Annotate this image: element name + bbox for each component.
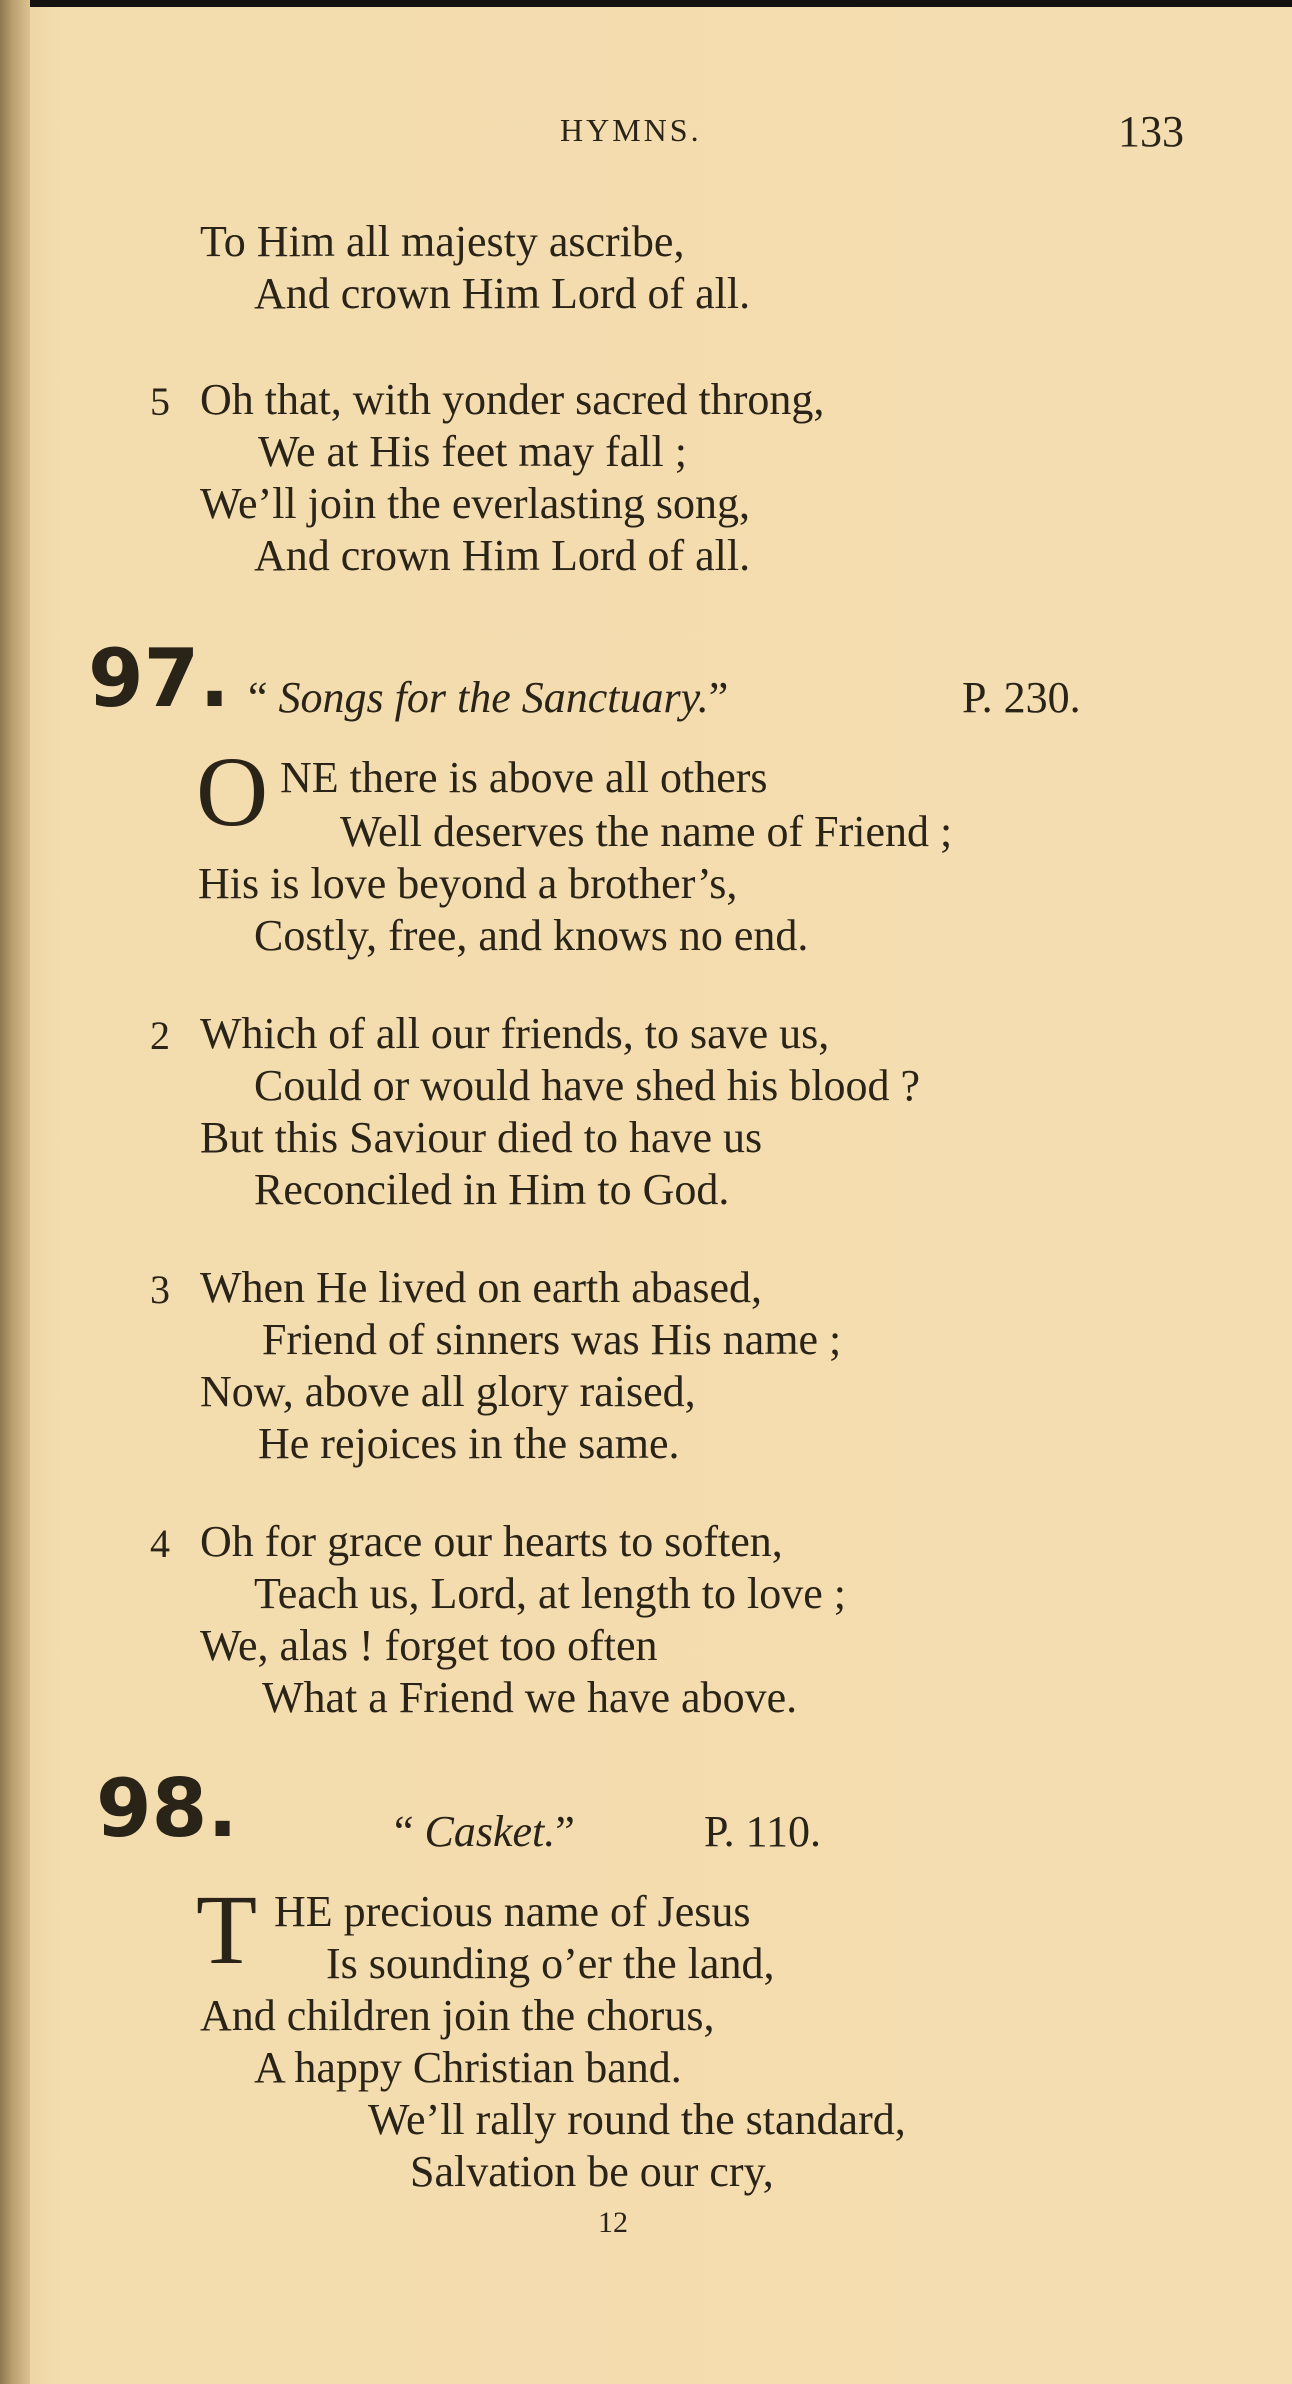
tune-reference (248, 672, 728, 724)
verse-line: And crown Him Lord of all. (254, 269, 751, 318)
verse-line: Oh that, with yonder sacred throng, (200, 375, 825, 424)
verse-line: We, alas ! forget too often (200, 1621, 658, 1670)
tune-close-quote: ” (708, 673, 729, 722)
tune-page: P. 230. (962, 673, 1081, 722)
verse-line: He rejoices in the same. (258, 1419, 680, 1468)
verse-line: HE precious name of Jesus (274, 1887, 751, 1936)
verse-line: Reconciled in Him to God. (254, 1165, 730, 1214)
verse-line: NE there is above all others (280, 753, 768, 802)
verse-line: A happy Christian band. (254, 2043, 682, 2092)
verse-line: To Him all majesty ascribe, (200, 217, 685, 266)
tune-name: Songs for the Sanctuary. (278, 673, 709, 722)
tune-reference (394, 1806, 575, 1858)
verse-line: Now, above all glory raised, (200, 1367, 696, 1416)
verse-line: We at His feet may fall ; (258, 427, 687, 476)
tune-open-quote: “ (394, 1807, 425, 1856)
hymn-number: 97. (88, 632, 230, 725)
page-spine-shadow (0, 0, 30, 2384)
running-head: HYMNS. (560, 112, 702, 148)
verse-line: Costly, free, and knows no end. (254, 911, 809, 960)
verse-number: 5 (150, 379, 170, 424)
verse-line: We’ll join the everlasting song, (200, 479, 750, 528)
verse-line: Which of all our friends, to save us, (200, 1009, 830, 1058)
tune-close-quote: ” (555, 1807, 575, 1856)
verse-line: Oh for grace our hearts to soften, (200, 1517, 783, 1566)
verse-line: And crown Him Lord of all. (254, 531, 751, 580)
signature-mark: 12 (598, 2206, 628, 2239)
verse-number: 2 (150, 1013, 170, 1058)
tune-name: Casket. (424, 1807, 556, 1856)
tune-page: P. 110. (704, 1807, 821, 1856)
verse-line: Could or would have shed his blood ? (254, 1061, 921, 1110)
verse-line: Teach us, Lord, at length to love ; (254, 1569, 846, 1618)
verse-line: Salvation be our cry, (410, 2147, 774, 2196)
verse-line: We’ll rally round the standard, (368, 2095, 906, 2144)
drop-cap: O (196, 736, 269, 847)
verse-line: Friend of sinners was His name ; (262, 1315, 842, 1364)
verse-line: What a Friend we have above. (262, 1673, 798, 1722)
verse-line: His is love beyond a brother’s, (198, 859, 738, 908)
verse-line: And children join the chorus, (200, 1991, 715, 2040)
verse-line: But this Saviour died to have us (200, 1113, 763, 1162)
drop-cap: T (196, 1874, 258, 1985)
verse-line: Well deserves the name of Friend ; (340, 807, 953, 856)
verse-number: 4 (150, 1521, 170, 1566)
verse-line: When He lived on earth abased, (200, 1263, 762, 1312)
verse-number: 3 (150, 1267, 170, 1312)
page-number: 133 (1118, 107, 1184, 156)
hymn-number: 98. (96, 1762, 238, 1855)
top-edge-rule (0, 0, 1292, 7)
verse-line: Is sounding o’er the land, (326, 1939, 775, 1988)
tune-open-quote: “ (248, 673, 279, 722)
